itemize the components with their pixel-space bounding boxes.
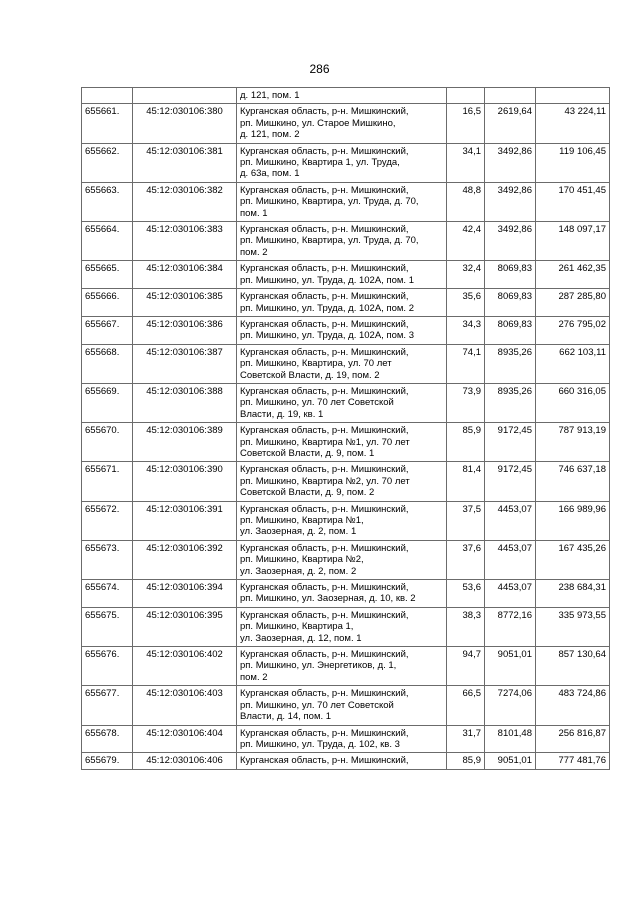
area-cell: 37,5 [447,501,485,540]
table-row [82,182,610,221]
cadastral-number-cell: 45:12:030106:391 [133,501,237,540]
area-cell: 16,5 [447,104,485,143]
cadastral-value-cell: 238 684,31 [536,580,610,608]
address-cell: Курганская область, р-н. Мишкинский, рп. Мишкино, ул. Труда, д. 102А, пом. 2 [237,289,447,317]
record-number-cell: 655676. [82,647,133,686]
address-cell: Курганская область, р-н. Мишкинский, рп. Мишкино, ул. 70 лет Советской Власти, д. 14, пом. 1 [237,686,447,725]
cadastral-number-cell: 45:12:030106:381 [133,143,237,182]
cadastral-value-cell: 857 130,64 [536,647,610,686]
unit-value-cell: 3492,86 [485,143,536,182]
record-number-cell: 655672. [82,501,133,540]
cadastral-number-cell: 45:12:030106:383 [133,222,237,261]
address-cell: Курганская область, р-н. Мишкинский, рп. Мишкино, Квартира №1, ул. Заозерная, д. 2, пом. 1 [237,501,447,540]
cadastral-value-cell [536,88,610,104]
record-number-cell: 655677. [82,686,133,725]
record-number-cell [82,88,133,104]
record-number-cell: 655668. [82,344,133,383]
table-row [82,501,610,540]
registry-table-body [82,88,610,770]
area-cell: 35,6 [447,289,485,317]
unit-value-cell: 9172,45 [485,423,536,462]
address-cell: Курганская область, р-н. Мишкинский, рп. Мишкино, ул. Старое Мишкино, д. 121, пом. 2 [237,104,447,143]
cadastral-value-cell: 166 989,96 [536,501,610,540]
area-cell: 34,1 [447,143,485,182]
unit-value-cell [485,88,536,104]
area-cell: 32,4 [447,261,485,289]
unit-value-cell: 9051,01 [485,753,536,769]
unit-value-cell: 7274,06 [485,686,536,725]
record-number-cell: 655666. [82,289,133,317]
unit-value-cell: 8069,83 [485,289,536,317]
table-row [82,143,610,182]
cadastral-number-cell: 45:12:030106:394 [133,580,237,608]
cadastral-value-cell: 148 097,17 [536,222,610,261]
table-row [82,316,610,344]
unit-value-cell: 3492,86 [485,182,536,221]
unit-value-cell: 9051,01 [485,647,536,686]
address-cell: Курганская область, р-н. Мишкинский, [237,753,447,769]
cadastral-number-cell: 45:12:030106:395 [133,607,237,646]
cadastral-value-cell: 256 816,87 [536,725,610,753]
address-cell: Курганская область, р-н. Мишкинский, рп. Мишкино, Квартира, ул. Труда, д. 70, пом. 1 [237,182,447,221]
unit-value-cell: 4453,07 [485,501,536,540]
address-cell: Курганская область, р-н. Мишкинский, рп. Мишкино, ул. Энергетиков, д. 1, пом. 2 [237,647,447,686]
cadastral-value-cell: 170 451,45 [536,182,610,221]
cadastral-number-cell: 45:12:030106:389 [133,423,237,462]
table-row [82,344,610,383]
registry-table [81,87,610,770]
cadastral-number-cell: 45:12:030106:382 [133,182,237,221]
address-cell: Курганская область, р-н. Мишкинский, рп. Мишкино, ул. Труда, д. 102А, пом. 1 [237,261,447,289]
record-number-cell: 655662. [82,143,133,182]
cadastral-number-cell: 45:12:030106:392 [133,540,237,579]
area-cell: 31,7 [447,725,485,753]
table-row [82,725,610,753]
cadastral-number-cell: 45:12:030106:380 [133,104,237,143]
cadastral-value-cell: 119 106,45 [536,143,610,182]
address-cell: Курганская область, р-н. Мишкинский, рп. Мишкино, Квартира №1, ул. 70 лет Советской Власти, д. 9, пом. 1 [237,423,447,462]
record-number-cell: 655673. [82,540,133,579]
record-number-cell: 655663. [82,182,133,221]
area-cell [447,88,485,104]
table-row [82,383,610,422]
table-row [82,423,610,462]
cadastral-number-cell: 45:12:030106:402 [133,647,237,686]
cadastral-value-cell: 167 435,26 [536,540,610,579]
table-row [82,686,610,725]
address-cell: д. 121, пом. 1 [237,88,447,104]
cadastral-number-cell: 45:12:030106:387 [133,344,237,383]
table-row [82,462,610,501]
table-row [82,607,610,646]
area-cell: 37,6 [447,540,485,579]
record-number-cell: 655667. [82,316,133,344]
record-number-cell: 655661. [82,104,133,143]
cadastral-number-cell: 45:12:030106:386 [133,316,237,344]
unit-value-cell: 8069,83 [485,261,536,289]
address-cell: Курганская область, р-н. Мишкинский, рп. Мишкино, Квартира 1, ул. Труда, д. 63а, пом. 1 [237,143,447,182]
record-number-cell: 655664. [82,222,133,261]
cadastral-number-cell: 45:12:030106:404 [133,725,237,753]
table-row [82,540,610,579]
address-cell: Курганская область, р-н. Мишкинский, рп. Мишкино, Квартира, ул. Труда, д. 70, пом. 2 [237,222,447,261]
area-cell: 85,9 [447,423,485,462]
cadastral-value-cell: 777 481,76 [536,753,610,769]
area-cell: 53,6 [447,580,485,608]
cadastral-number-cell: 45:12:030106:384 [133,261,237,289]
table-row [82,222,610,261]
cadastral-number-cell [133,88,237,104]
record-number-cell: 655675. [82,607,133,646]
table-row [82,580,610,608]
table-row [82,647,610,686]
address-cell: Курганская область, р-н. Мишкинский, рп. Мишкино, ул. Заозерная, д. 10, кв. 2 [237,580,447,608]
unit-value-cell: 9172,45 [485,462,536,501]
address-cell: Курганская область, р-н. Мишкинский, рп. Мишкино, Квартира, ул. 70 лет Советской Власти, д. 19, пом. 2 [237,344,447,383]
unit-value-cell: 4453,07 [485,540,536,579]
record-number-cell: 655671. [82,462,133,501]
cadastral-value-cell: 43 224,11 [536,104,610,143]
cadastral-number-cell: 45:12:030106:385 [133,289,237,317]
cadastral-value-cell: 483 724,86 [536,686,610,725]
unit-value-cell: 8069,83 [485,316,536,344]
table-row [82,261,610,289]
area-cell: 81,4 [447,462,485,501]
cadastral-value-cell: 787 913,19 [536,423,610,462]
cadastral-value-cell: 335 973,55 [536,607,610,646]
area-cell: 34,3 [447,316,485,344]
address-cell: Курганская область, р-н. Мишкинский, рп. Мишкино, ул. Труда, д. 102, кв. 3 [237,725,447,753]
address-cell: Курганская область, р-н. Мишкинский, рп. Мишкино, Квартира №2, ул. 70 лет Советской Власти, д. 9, пом. 2 [237,462,447,501]
area-cell: 42,4 [447,222,485,261]
cadastral-number-cell: 45:12:030106:403 [133,686,237,725]
area-cell: 73,9 [447,383,485,422]
cadastral-value-cell: 261 462,35 [536,261,610,289]
table-row [82,753,610,769]
record-number-cell: 655669. [82,383,133,422]
area-cell: 85,9 [447,753,485,769]
unit-value-cell: 8935,26 [485,344,536,383]
cadastral-value-cell: 662 103,11 [536,344,610,383]
cadastral-value-cell: 276 795,02 [536,316,610,344]
record-number-cell: 655665. [82,261,133,289]
table-row [82,104,610,143]
table-row [82,289,610,317]
unit-value-cell: 8935,26 [485,383,536,422]
cadastral-number-cell: 45:12:030106:388 [133,383,237,422]
table-row [82,88,610,104]
record-number-cell: 655674. [82,580,133,608]
area-cell: 74,1 [447,344,485,383]
record-number-cell: 655679. [82,753,133,769]
cadastral-value-cell: 746 637,18 [536,462,610,501]
address-cell: Курганская область, р-н. Мишкинский, рп. Мишкино, ул. Труда, д. 102А, пом. 3 [237,316,447,344]
page-number: 286 [309,62,330,76]
address-cell: Курганская область, р-н. Мишкинский, рп. Мишкино, ул. 70 лет Советской Власти, д. 19, кв. 1 [237,383,447,422]
address-cell: Курганская область, р-н. Мишкинский, рп. Мишкино, Квартира №2, ул. Заозерная, д. 2, пом. 2 [237,540,447,579]
cadastral-value-cell: 660 316,05 [536,383,610,422]
area-cell: 66,5 [447,686,485,725]
cadastral-value-cell: 287 285,80 [536,289,610,317]
address-cell: Курганская область, р-н. Мишкинский, рп. Мишкино, Квартира 1, ул. Заозерная, д. 12, пом. 1 [237,607,447,646]
record-number-cell: 655670. [82,423,133,462]
unit-value-cell: 3492,86 [485,222,536,261]
unit-value-cell: 4453,07 [485,580,536,608]
cadastral-number-cell: 45:12:030106:406 [133,753,237,769]
unit-value-cell: 8772,16 [485,607,536,646]
unit-value-cell: 2619,64 [485,104,536,143]
area-cell: 38,3 [447,607,485,646]
unit-value-cell: 8101,48 [485,725,536,753]
record-number-cell: 655678. [82,725,133,753]
cadastral-number-cell: 45:12:030106:390 [133,462,237,501]
area-cell: 48,8 [447,182,485,221]
area-cell: 94,7 [447,647,485,686]
